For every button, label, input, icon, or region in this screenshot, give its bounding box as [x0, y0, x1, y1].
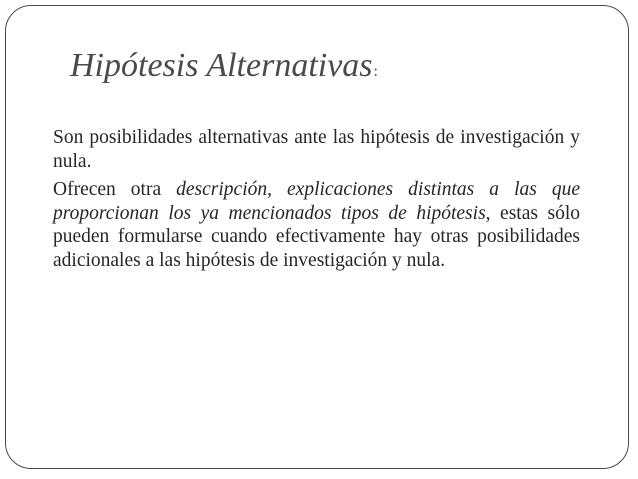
- paragraph-2: [53, 178, 580, 272]
- slide-title: [70, 47, 378, 85]
- slide-title-colon: :: [373, 63, 378, 80]
- paragraph-2-rest: , estas sólo pueden formularse cuando efectivamente hay otras posibilidades adicionales a las hipótesis de investigación y nula.: [53, 202, 580, 271]
- paragraph-1: Son posibilidades alternativas ante las hipótesis de investigación y nula.: [53, 127, 580, 172]
- slide-body: [53, 126, 580, 277]
- paragraph-2-italic: descripción, explicaciones distintas a las que proporcionan los ya mencionados tipos de hipótesis: [53, 179, 580, 224]
- slide-title-text: Hipótesis Alternativas: [70, 47, 373, 84]
- paragraph-2-intro: Ofrecen otra: [53, 179, 177, 200]
